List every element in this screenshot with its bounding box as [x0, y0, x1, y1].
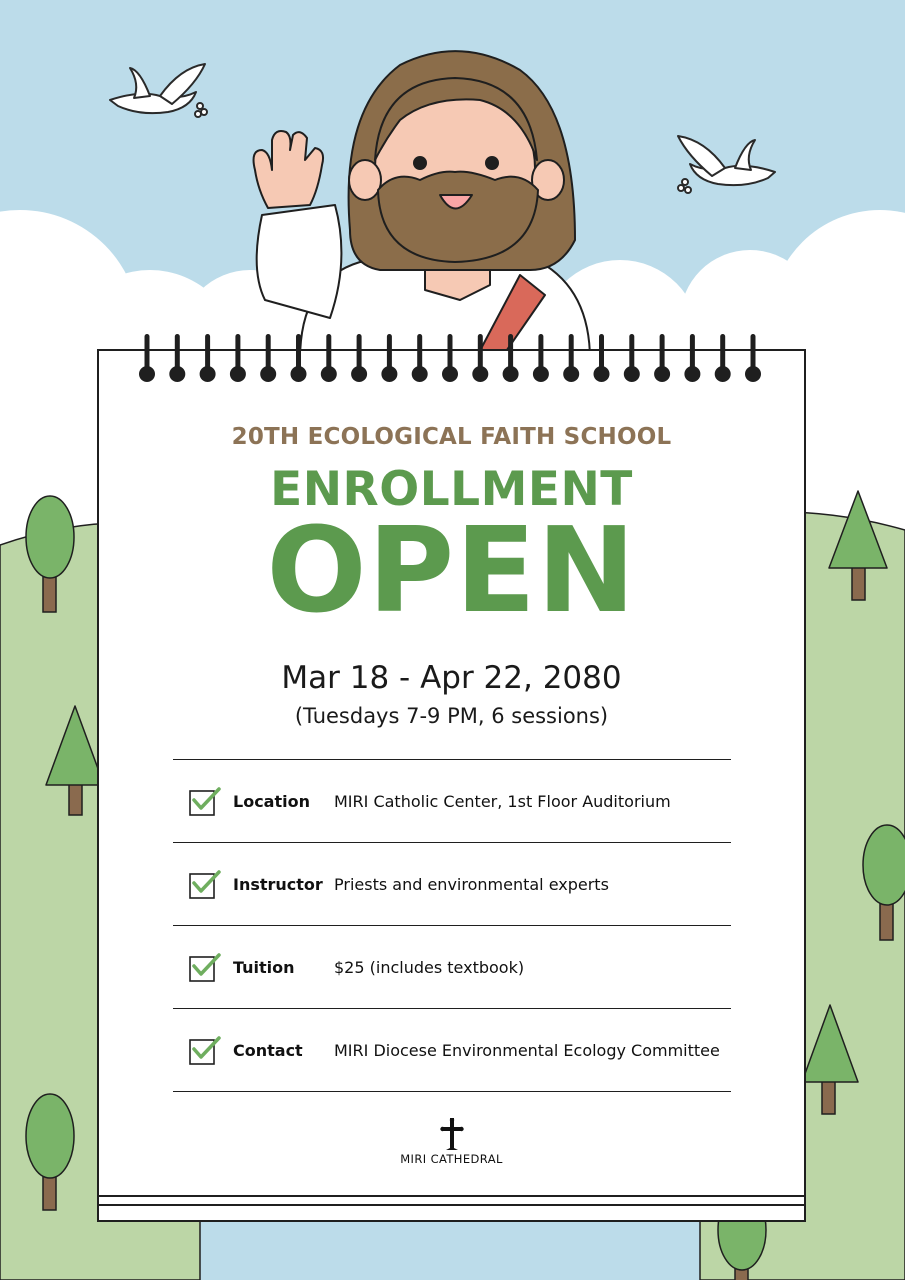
checkbox-checked-icon — [189, 869, 221, 899]
checkbox-checked-icon — [189, 1035, 221, 1065]
spiral-hole — [503, 366, 519, 382]
spiral-hole — [351, 366, 367, 382]
spiral-hole — [624, 366, 640, 382]
detail-value: Priests and environmental experts — [334, 875, 609, 894]
spiral-hole — [594, 366, 610, 382]
organization-name: MIRI CATHEDRAL — [400, 1152, 503, 1166]
spiral-hole — [442, 366, 458, 382]
spiral-hole — [291, 366, 307, 382]
open-status-word: OPEN — [266, 501, 637, 639]
spiral-hole — [260, 366, 276, 382]
detail-row-instructor — [173, 842, 731, 925]
event-schedule: (Tuesdays 7-9 PM, 6 sessions) — [294, 704, 609, 728]
checkbox-checked-icon — [189, 786, 221, 816]
detail-value: MIRI Catholic Center, 1st Floor Auditorium — [334, 792, 671, 811]
event-dates: Mar 18 - Apr 22, 2080 — [281, 660, 622, 696]
detail-value: $25 (includes textbook) — [334, 958, 525, 977]
detail-label: Tuition — [233, 958, 295, 977]
notepad-page-edge — [97, 1197, 806, 1206]
detail-row-location — [173, 759, 731, 842]
spiral-hole — [230, 366, 246, 382]
spiral-hole — [139, 366, 155, 382]
spiral-hole — [533, 366, 549, 382]
event-subtitle: 20TH ECOLOGICAL FAITH SCHOOL — [231, 424, 672, 450]
spiral-hole — [563, 366, 579, 382]
spiral-hole — [200, 366, 216, 382]
spiral-hole — [472, 366, 488, 382]
notepad-page-edge — [97, 1213, 806, 1222]
spiral-hole — [321, 366, 337, 382]
spiral-hole — [745, 366, 761, 382]
detail-value: MIRI Diocese Environmental Ecology Committee — [334, 1041, 720, 1060]
detail-label: Location — [233, 792, 310, 811]
cross-icon — [440, 1118, 464, 1150]
spiral-hole — [169, 366, 185, 382]
spiral-hole — [381, 366, 397, 382]
detail-row-contact — [173, 1008, 731, 1092]
spiral-hole — [684, 366, 700, 382]
spiral-hole — [715, 366, 731, 382]
enrollment-headline: ENROLLMENT — [270, 462, 633, 517]
detail-row-tuition — [173, 925, 731, 1008]
checkbox-checked-icon — [189, 952, 221, 982]
detail-label: Contact — [233, 1041, 303, 1060]
spiral-hole — [654, 366, 670, 382]
detail-label: Instructor — [233, 875, 323, 894]
spiral-binding — [130, 330, 770, 386]
spiral-hole — [412, 366, 428, 382]
details-list — [173, 759, 731, 1092]
